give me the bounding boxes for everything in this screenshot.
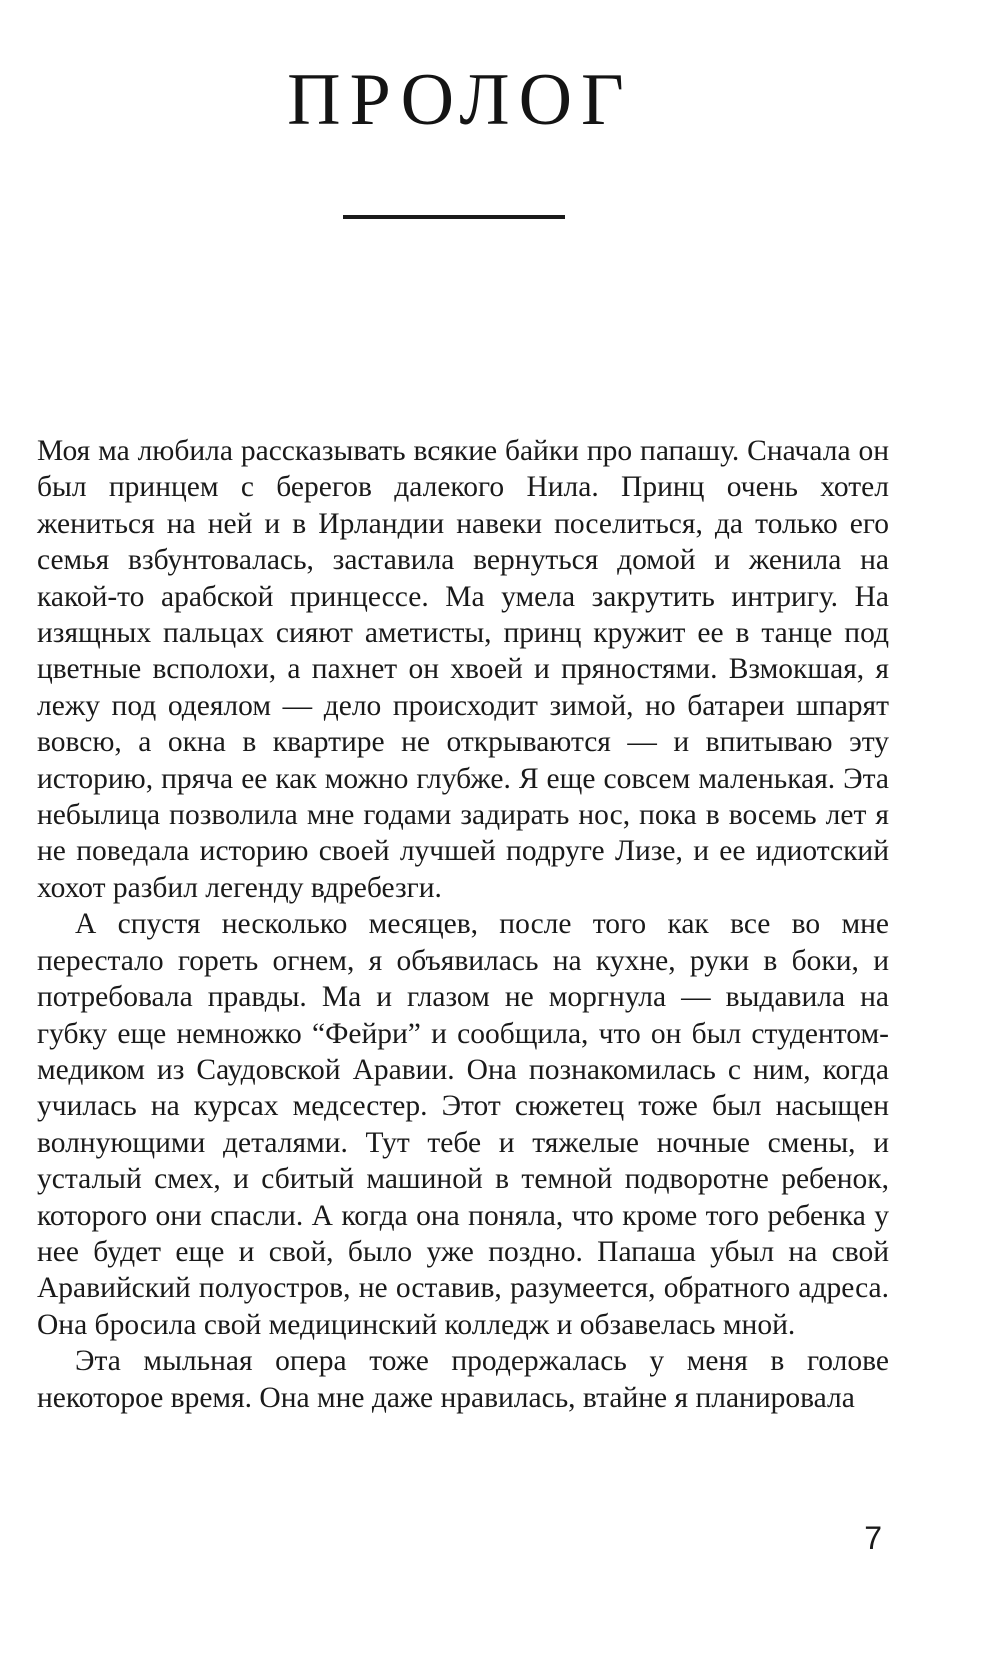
page-number: 7 [864, 1520, 882, 1556]
chapter-title: ПРОЛОГ [287, 59, 633, 141]
paragraph-1: Моя ма любила рассказывать всякие байки про папашу. Сначала он был принцем с берегов далекого Нила. Принц очень хотел жениться на ней и в Ирландии навеки поселиться, да только его семья взбунтовалась, заставила вернуться домой и женила на какой-то арабской принцессе. Ма умела закрутить интригу. На изящных пальцах сияют аметисты, принц кружит ее в танце под цветные всполохи, а пахнет он хвоей и пряностями. Взмокшая, я лежу под одеялом — дело происходит зимой, но батареи шпарят вовсю, а окна в квартире не открываются — и впитываю эту историю, пряча ее как можно глубже. Я еще совсем маленькая. Эта небылица позволила мне годами задирать нос, пока в восемь лет я не поведала историю своей лучшей подруге Лизе, и ее идиотский хохот разбил легенду вдребезги. [37, 435, 889, 904]
chapter-body-text [37, 433, 889, 1416]
paragraph-2: А спустя несколько месяцев, после того как все во мне перестало гореть огнем, я объявилась на кухне, руки в боки, и потребовала правды. Ма и глазом не моргнула — выдавила на губку еще немножко “Фейри” и сообщила, что он был студентом-медиком из Саудовской Аравии. Она познакомилась с ним, когда училась на курсах медсестер. Этот сюжетец тоже был насыщен волнующими деталями. Тут тебе и тяжелые ночные смены, и усталый смех, и сбитый машиной в темной подворотне ребенок, которого они спасли. А когда она поняла, что кроме того ребенка у нее будет еще и свой, было уже поздно. Папаша убыл на свой Аравийский полуостров, не оставив, разумеется, обратного адреса. Она бросила свой медицинский колледж и обзавелась мной. [37, 908, 889, 1341]
title-underline-rule [343, 215, 565, 219]
paragraph-3: Эта мыльная опера тоже продержалась у меня в голове некоторое время. Она мне даже нравилась, втайне я планировала [37, 1345, 889, 1414]
